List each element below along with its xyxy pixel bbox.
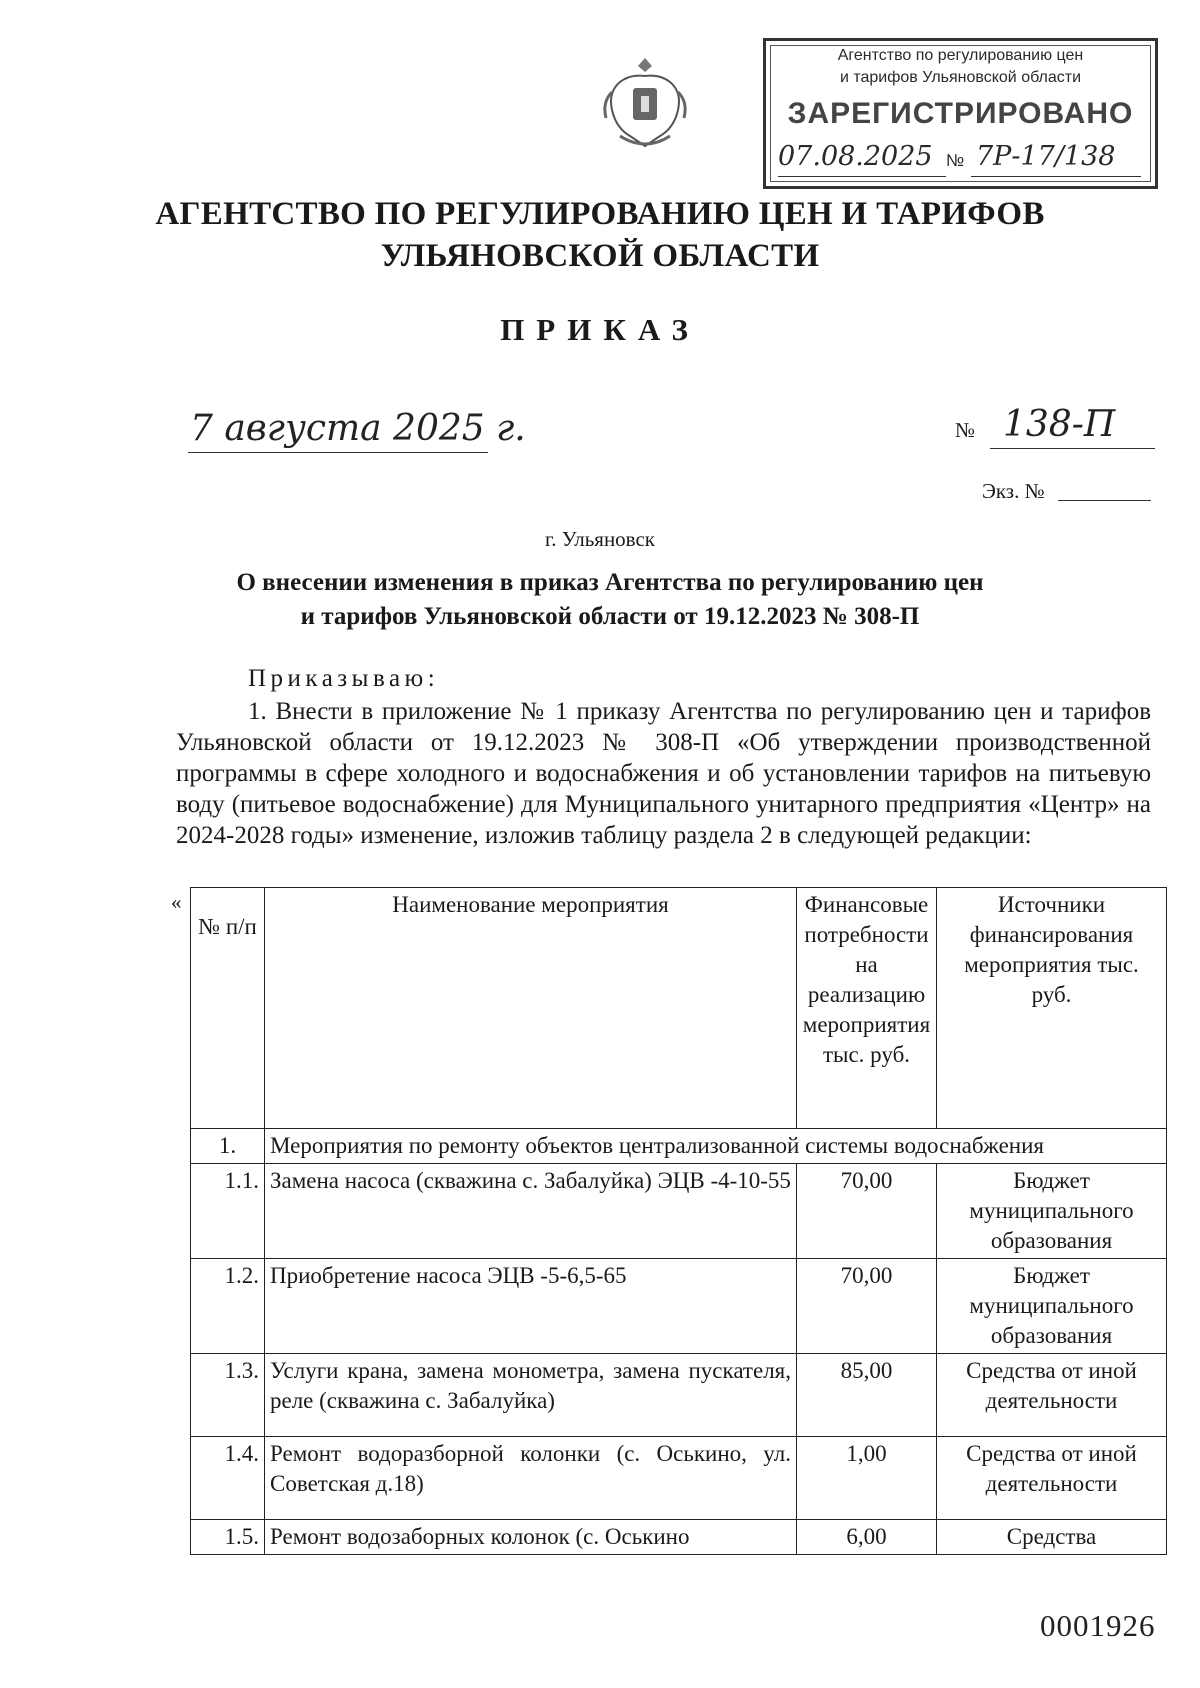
row-num: 1.2. (191, 1259, 265, 1354)
row-name: Замена насоса (скважина с. Забалуйка) ЭЦВ -4-10-55 (265, 1164, 797, 1259)
stamp-date: 07.08.2025 (778, 141, 933, 172)
header-name: Наименование мероприятия (265, 888, 797, 1129)
header-finance: Финансовые потребности на реализацию мероприятия тыс. руб. (797, 888, 937, 1129)
document-serial-number: 0001926 (1040, 1608, 1156, 1643)
row-finance: 1,00 (797, 1437, 937, 1520)
row-num: 1.3. (191, 1354, 265, 1437)
agency-title-line-2: УЛЬЯНОВСКОЙ ОБЛАСТИ (380, 238, 820, 274)
stamp-number: 7Р-17/138 (976, 141, 1116, 172)
row-finance: 6,00 (797, 1520, 937, 1555)
copy-number-label: Экз. № (982, 479, 1045, 503)
quote-open-mark: « (171, 890, 182, 914)
row-name: Приобретение насоса ЭЦВ -5-6,5-65 (265, 1259, 797, 1354)
order-subject (150, 566, 1070, 634)
order-number-sign: № (955, 418, 976, 442)
stamp-status: ЗАРЕГИСТРИРОВАНО (787, 97, 1134, 130)
row-name: Ремонт водоразборной колонки (с. Оськино, ул. Советская д.18) (265, 1437, 797, 1520)
coat-of-arms-emblem (600, 52, 690, 152)
copy-number-blank (1058, 500, 1151, 501)
order-paragraph: 1. Внести в приложение № 1 приказу Агентства по регулированию цен и тарифов Ульяновской области от 19.12.2023 № 308-П «Об утверждении производственной программы в сфере холодного и водоснабжения и об установлении тарифов на питьевую воду (питьевое водоснабжение) для Муниципального унитарного предприятия «Центр» на 2024-2028 годы» изменение, изложив таблицу раздела 2 в следующей редакции: (176, 698, 1151, 849)
row-finance: 70,00 (797, 1259, 937, 1354)
table-row (191, 1520, 1167, 1555)
row-source: Средства от иной деятельности (937, 1437, 1167, 1520)
order-subject-line-2: и тарифов Ульяновской области от 19.12.2023 № 308-П (300, 603, 920, 630)
section-row (191, 1129, 1167, 1164)
agency-title-line-1: АГЕНТСТВО ПО РЕГУЛИРОВАНИЮ ЦЕН И ТАРИФОВ (155, 196, 1045, 232)
order-preamble: Приказываю: (248, 665, 440, 692)
header-source: Источники финансирования мероприятия тыс. руб. (937, 888, 1167, 1129)
header-num: № п/п (191, 888, 265, 1129)
table-row (191, 1164, 1167, 1259)
stamp-line-2: и тарифов Ульяновской области (839, 69, 1082, 86)
table-row (191, 1437, 1167, 1520)
row-num: 1.5. (191, 1520, 265, 1555)
order-subject-line-1: О внесении изменения в приказ Агентства по регулированию цен (236, 569, 984, 596)
row-source: Бюджет муниципального образования (937, 1259, 1167, 1354)
row-finance: 70,00 (797, 1164, 937, 1259)
stamp-number-sign: № (946, 151, 965, 170)
table-row (191, 1354, 1167, 1437)
row-source: Средства от иной деятельности (937, 1354, 1167, 1437)
row-finance: 85,00 (797, 1354, 937, 1437)
row-num: 1.4. (191, 1437, 265, 1520)
measures-table (190, 887, 1167, 1555)
row-name: Ремонт водозаборных колонок (с. Оськино (265, 1520, 797, 1555)
row-num: 1.1. (191, 1164, 265, 1259)
row-source: Средства (937, 1520, 1167, 1555)
agency-title (150, 193, 1050, 277)
table-row (191, 1259, 1167, 1354)
registration-stamp (763, 38, 1158, 189)
row-name: Услуги крана, замена монометра, замена пускателя, реле (скважина с. Забалуйка) (265, 1354, 797, 1437)
section-title: Мероприятия по ремонту объектов централизованной системы водоснабжения (265, 1129, 1167, 1164)
row-source: Бюджет муниципального образования (937, 1164, 1167, 1259)
order-date-underline (188, 452, 488, 453)
order-date: 7 августа 2025 г. (190, 408, 526, 449)
order-number: 138-П (1003, 404, 1116, 445)
order-number-underline (990, 448, 1155, 449)
table-header-row (191, 888, 1167, 1129)
section-num: 1. (191, 1129, 265, 1164)
document-type: ПРИКАЗ (500, 312, 700, 347)
city: г. Ульяновск (544, 527, 655, 551)
stamp-line-1: Агентство по регулированию цен (837, 47, 1084, 64)
